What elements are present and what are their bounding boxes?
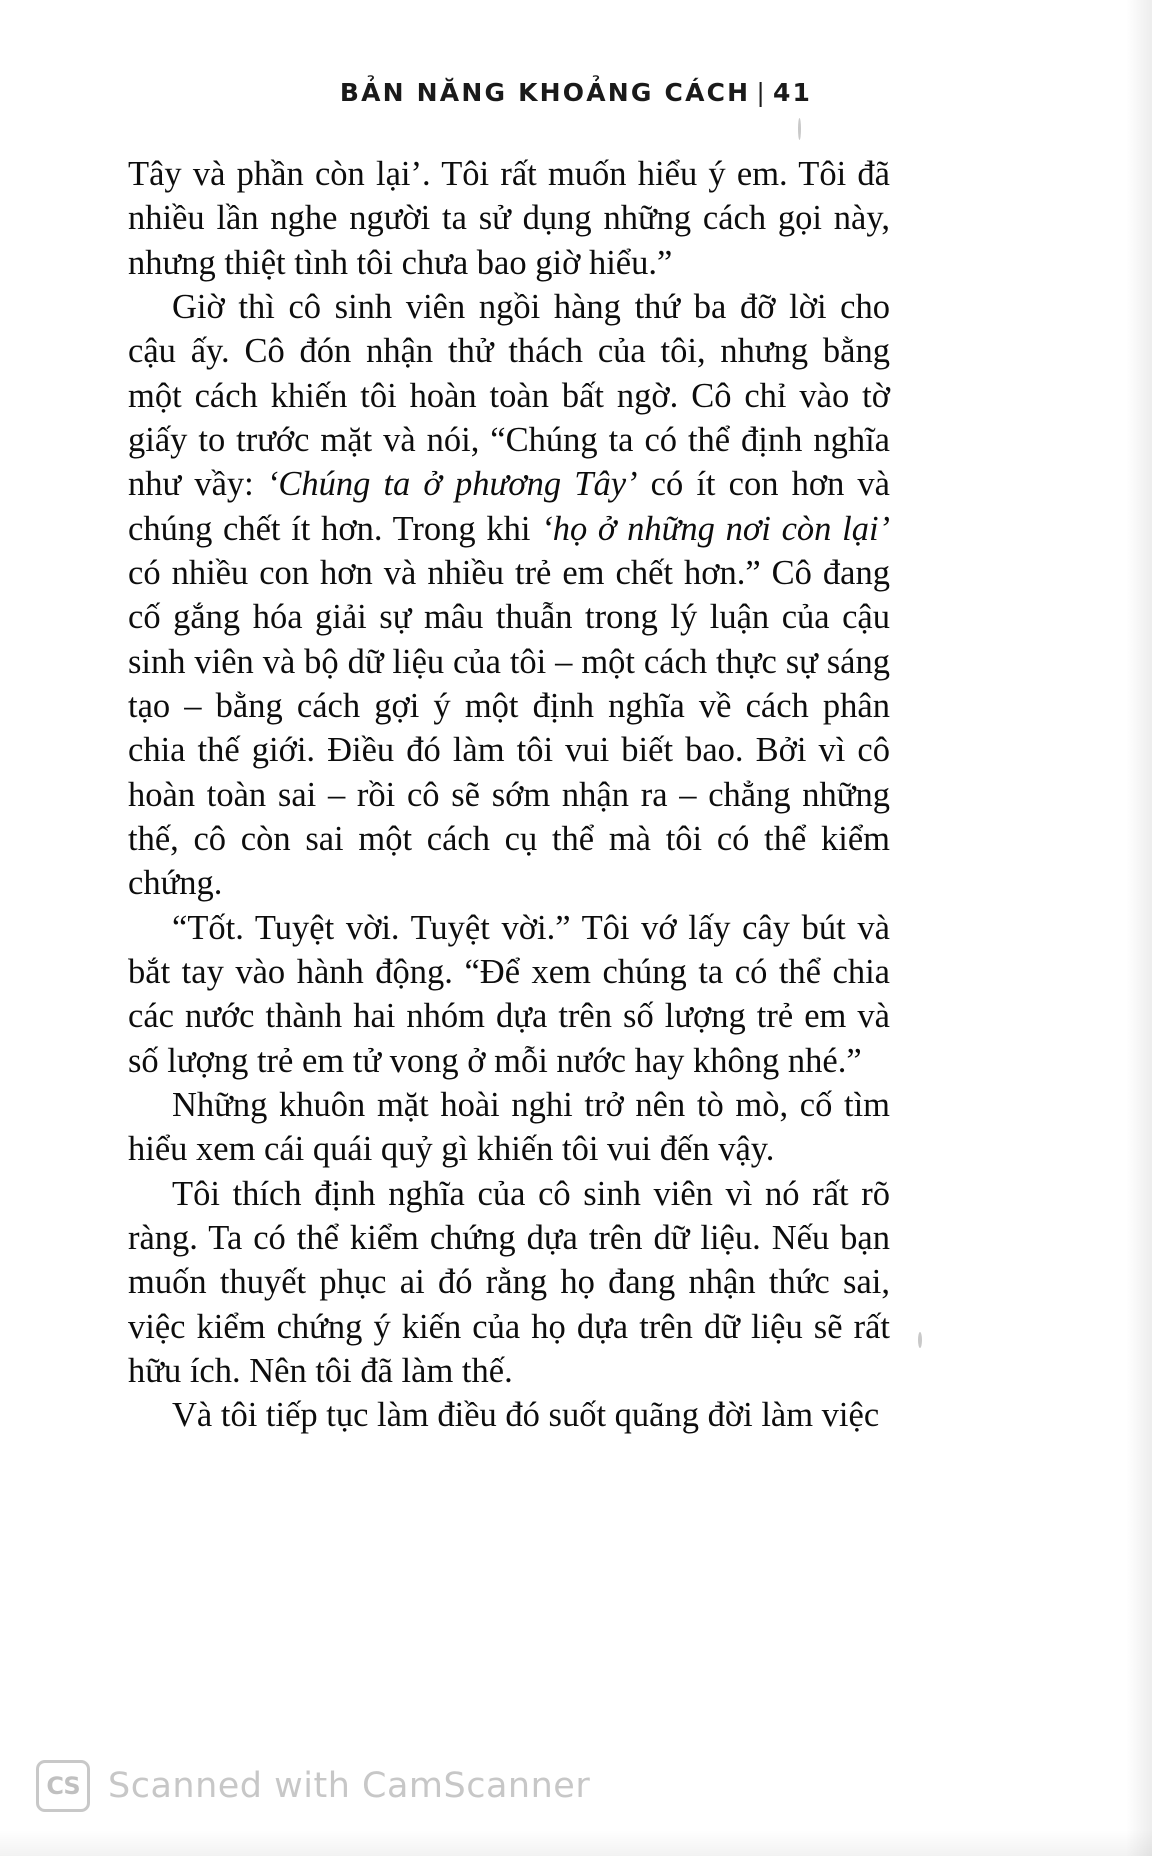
book-title: BẢN NĂNG KHOẢNG CÁCH [339, 78, 751, 107]
page-edge-shadow-bottom [0, 1830, 1152, 1856]
scan-speck [798, 118, 801, 140]
emphasis-text: ‘Chúng ta ở phương Tây’ [266, 465, 638, 504]
text-run: có nhiều con hơn và nhiều trẻ em chết hơn.” Cô đang cố gắng hóa giải sự mâu thuẫn trong lý luận của cậu sinh viên và bộ dữ liệu của tôi – một cách thực sự sáng tạo – bằng cách gợi ý một định nghĩa về cách phân chia thế giới. Điều đó làm tôi vui biết bao. Bởi vì cô hoàn toàn sai – rồi cô sẽ sớm nhận ra – chẳng những thế, cô còn sai một cách cụ thể mà tôi có thể kiểm chứng. [128, 553, 890, 903]
paragraph [128, 1393, 890, 1437]
page-edge-shadow-right [1126, 0, 1152, 1856]
paragraph [128, 285, 890, 906]
paragraph [128, 906, 890, 1083]
text-run: có ít con hơn và chúng chết ít hơn. Trong khi [128, 465, 890, 548]
text-run: “Tốt. Tuyệt vời. Tuyệt vời.” Tôi vớ lấy cây bút và bắt tay vào hành động. “Để xem chúng ta có thể chia các nước thành hai nhóm dựa trên số lượng trẻ em và số lượng trẻ em tử vong ở mỗi nước hay không nhé.” [128, 908, 890, 1080]
running-header [0, 78, 1152, 107]
text-run: Giờ thì cô sinh viên ngồi hàng thứ ba đỡ lời cho cậu ấy. Cô đón nhận thử thách của tôi, nhưng bằng một cách khiến tôi hoàn toàn bất ngờ. Cô chỉ vào tờ giấy to trước mặt và nói, “Chúng ta có thể định nghĩa như vầy: [128, 287, 890, 504]
text-run: Và tôi tiếp tục làm điều đó suốt quãng đời làm việc [172, 1396, 880, 1435]
body-text [128, 152, 890, 1438]
header-separator: | [756, 78, 767, 107]
text-run: Những khuôn mặt hoài nghi trở nên tò mò, cố tìm hiểu xem cái quái quỷ gì khiến tôi vui đến vậy. [128, 1085, 890, 1169]
paragraph [128, 1083, 890, 1172]
text-run: Tôi thích định nghĩa của cô sinh viên vì nó rất rõ ràng. Ta có thể kiểm chứng dựa trên dữ liệu. Nếu bạn muốn thuyết phục ai đó rằng họ đang nhận thức sai, việc kiểm chứng ý kiến của họ dựa trên dữ liệu sẽ rất hữu ích. Nên tôi đã làm thế. [128, 1174, 890, 1390]
emphasis-text: ‘họ ở những nơi còn lại’ [541, 509, 891, 548]
camscanner-badge-icon: CS [36, 1760, 90, 1812]
text-run: Tây và phần còn lại’. Tôi rất muốn hiểu ý em. Tôi đã nhiều lần nghe người ta sử dụng những cách gọi này, nhưng thiệt tình tôi chưa bao giờ hiểu.” [128, 155, 890, 282]
paragraph [128, 152, 890, 285]
scan-speck [918, 1332, 922, 1348]
page-number: 41 [772, 78, 813, 107]
paragraph [128, 1172, 890, 1394]
camscanner-label: Scanned with CamScanner [108, 1766, 591, 1806]
camscanner-watermark [36, 1760, 590, 1812]
